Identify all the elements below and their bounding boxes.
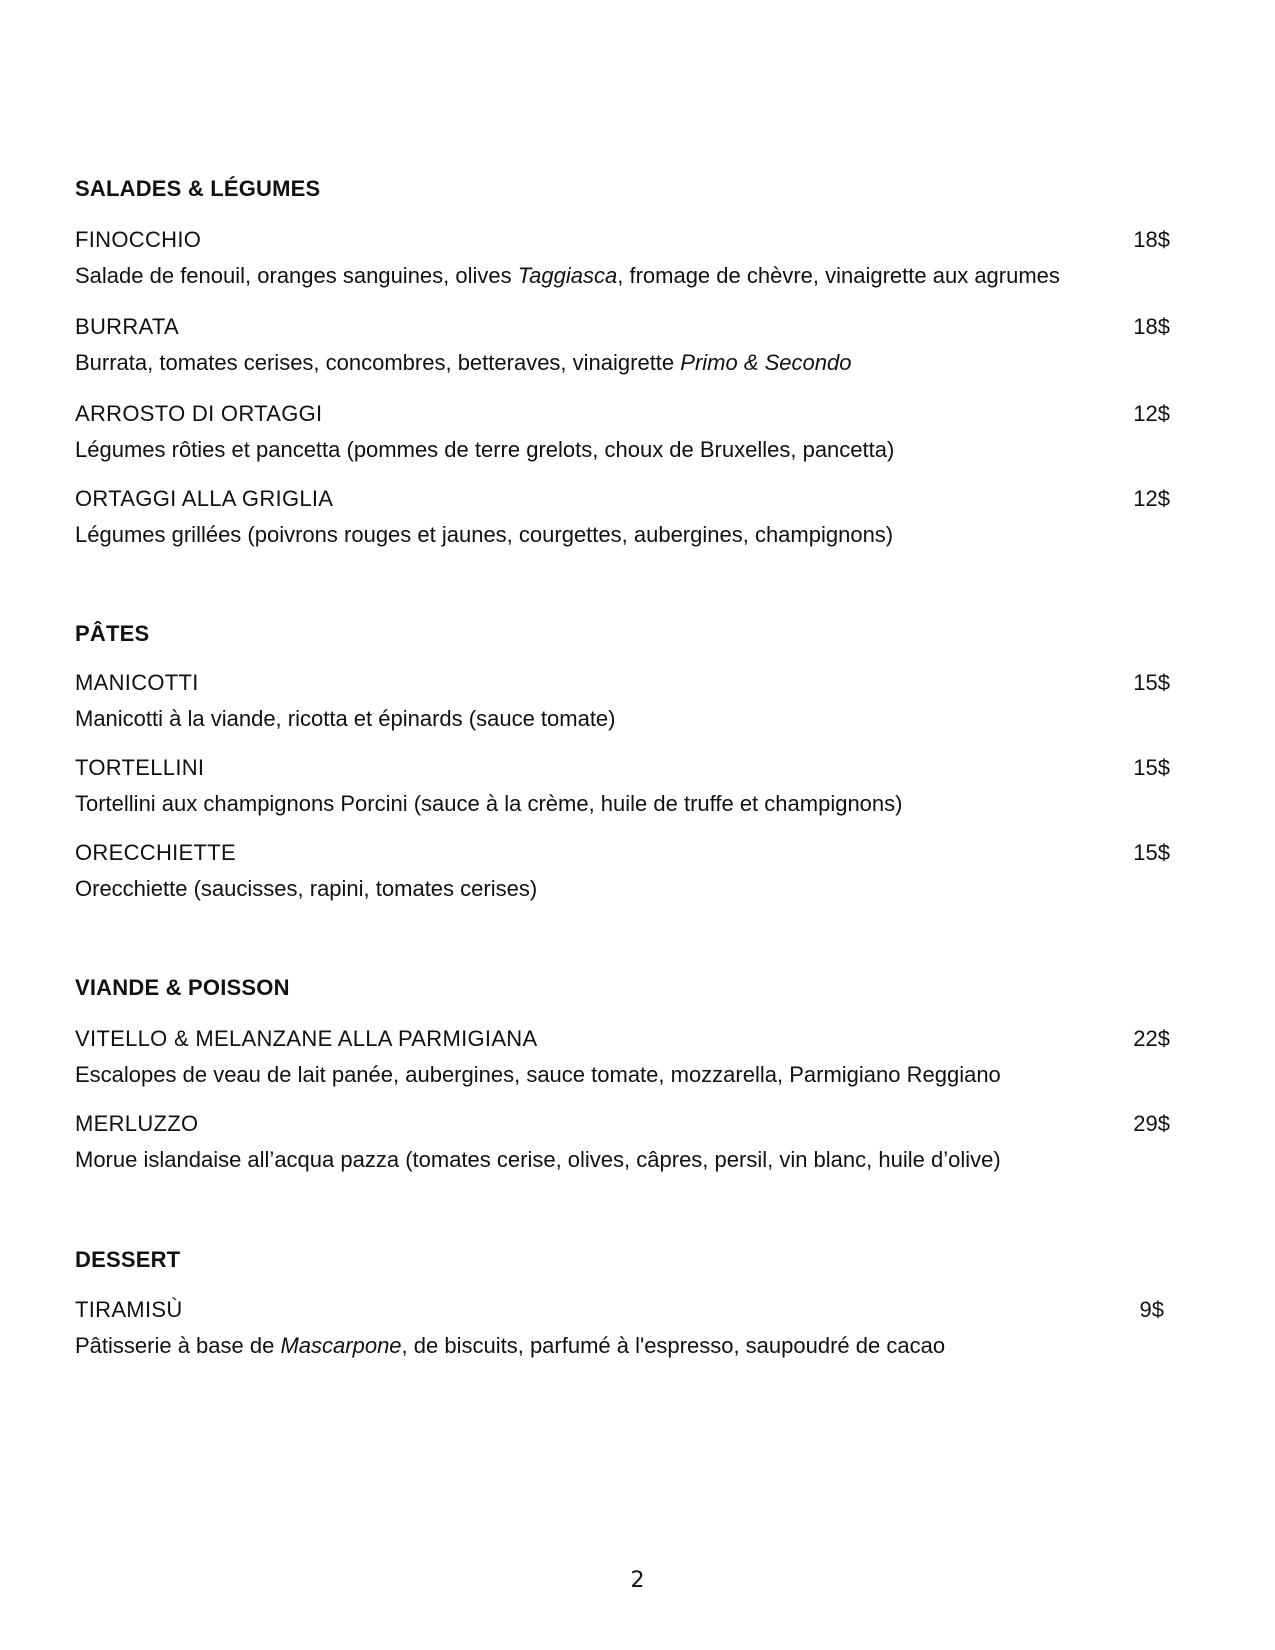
item-price: 15$: [1133, 755, 1170, 780]
menu-item-ortaggi-alla-griglia: [75, 486, 1170, 548]
item-name: ARROSTO DI ORTAGGI: [75, 401, 323, 426]
item-description: Escalopes de veau de lait panée, aubergines, sauce tomate, mozzarella, Parmigiano Reggiano: [75, 1062, 1001, 1087]
item-name: VITELLO & MELANZANE ALLA PARMIGIANA: [75, 1026, 538, 1051]
item-name: MERLUZZO: [75, 1111, 199, 1136]
menu-item-arrosto-di-ortaggi: [75, 401, 1170, 463]
menu-item-tiramisu: [75, 1297, 1170, 1359]
item-price: 18$: [1133, 227, 1170, 252]
item-name: TIRAMISÙ: [75, 1297, 183, 1322]
item-description: Salade de fenouil, oranges sanguines, olives Taggiasca, fromage de chèvre, vinaigrette aux agrumes: [75, 263, 1060, 288]
item-name: BURRATA: [75, 314, 179, 339]
item-price: 15$: [1133, 840, 1170, 865]
menu-item-orecchiette: [75, 840, 1170, 902]
item-price: 29$: [1133, 1111, 1170, 1136]
item-description: Morue islandaise all’acqua pazza (tomates cerise, olives, câpres, persil, vin blanc, huile d’olive): [75, 1147, 1001, 1172]
item-description: Burrata, tomates cerises, concombres, betteraves, vinaigrette Primo & Secondo: [75, 350, 852, 375]
item-price: 18$: [1133, 314, 1170, 339]
section-heading-dessert: DESSERT: [75, 1247, 181, 1272]
section-heading-salades: SALADES & LÉGUMES: [75, 176, 321, 201]
section-heading-viande-poisson: VIANDE & POISSON: [75, 975, 290, 1000]
item-description: Manicotti à la viande, ricotta et épinards (sauce tomate): [75, 706, 616, 731]
item-description: Orecchiette (saucisses, rapini, tomates cerises): [75, 876, 538, 901]
item-name: ORTAGGI ALLA GRIGLIA: [75, 486, 334, 511]
menu-item-burrata: [75, 314, 1170, 376]
section-heading-pates: PÂTES: [75, 621, 150, 646]
menu-item-tortellini: [75, 755, 1170, 817]
menu-item-merluzzo: [75, 1111, 1170, 1173]
item-price: 12$: [1133, 401, 1170, 426]
item-name: TORTELLINI: [75, 755, 205, 780]
item-name: ORECCHIETTE: [75, 840, 236, 865]
item-price: 9$: [1139, 1297, 1164, 1322]
menu-item-finocchio: [75, 227, 1170, 289]
item-description: Légumes grillées (poivrons rouges et jaunes, courgettes, aubergines, champignons): [75, 522, 894, 547]
item-name: FINOCCHIO: [75, 227, 202, 252]
item-price: 22$: [1133, 1026, 1170, 1051]
item-description: Pâtisserie à base de Mascarpone, de biscuits, parfumé à l'espresso, saupoudré de cacao: [75, 1333, 946, 1358]
item-price: 15$: [1133, 670, 1170, 695]
page-number: 2: [630, 1568, 645, 1593]
item-description: Tortellini aux champignons Porcini (sauce à la crème, huile de truffe et champignons): [75, 791, 903, 816]
menu-item-manicotti: [75, 670, 1170, 732]
menu-item-vitello: [75, 1026, 1170, 1088]
item-description: Légumes rôties et pancetta (pommes de terre grelots, choux de Bruxelles, pancetta): [75, 437, 895, 462]
item-name: MANICOTTI: [75, 670, 199, 695]
item-price: 12$: [1133, 486, 1170, 511]
